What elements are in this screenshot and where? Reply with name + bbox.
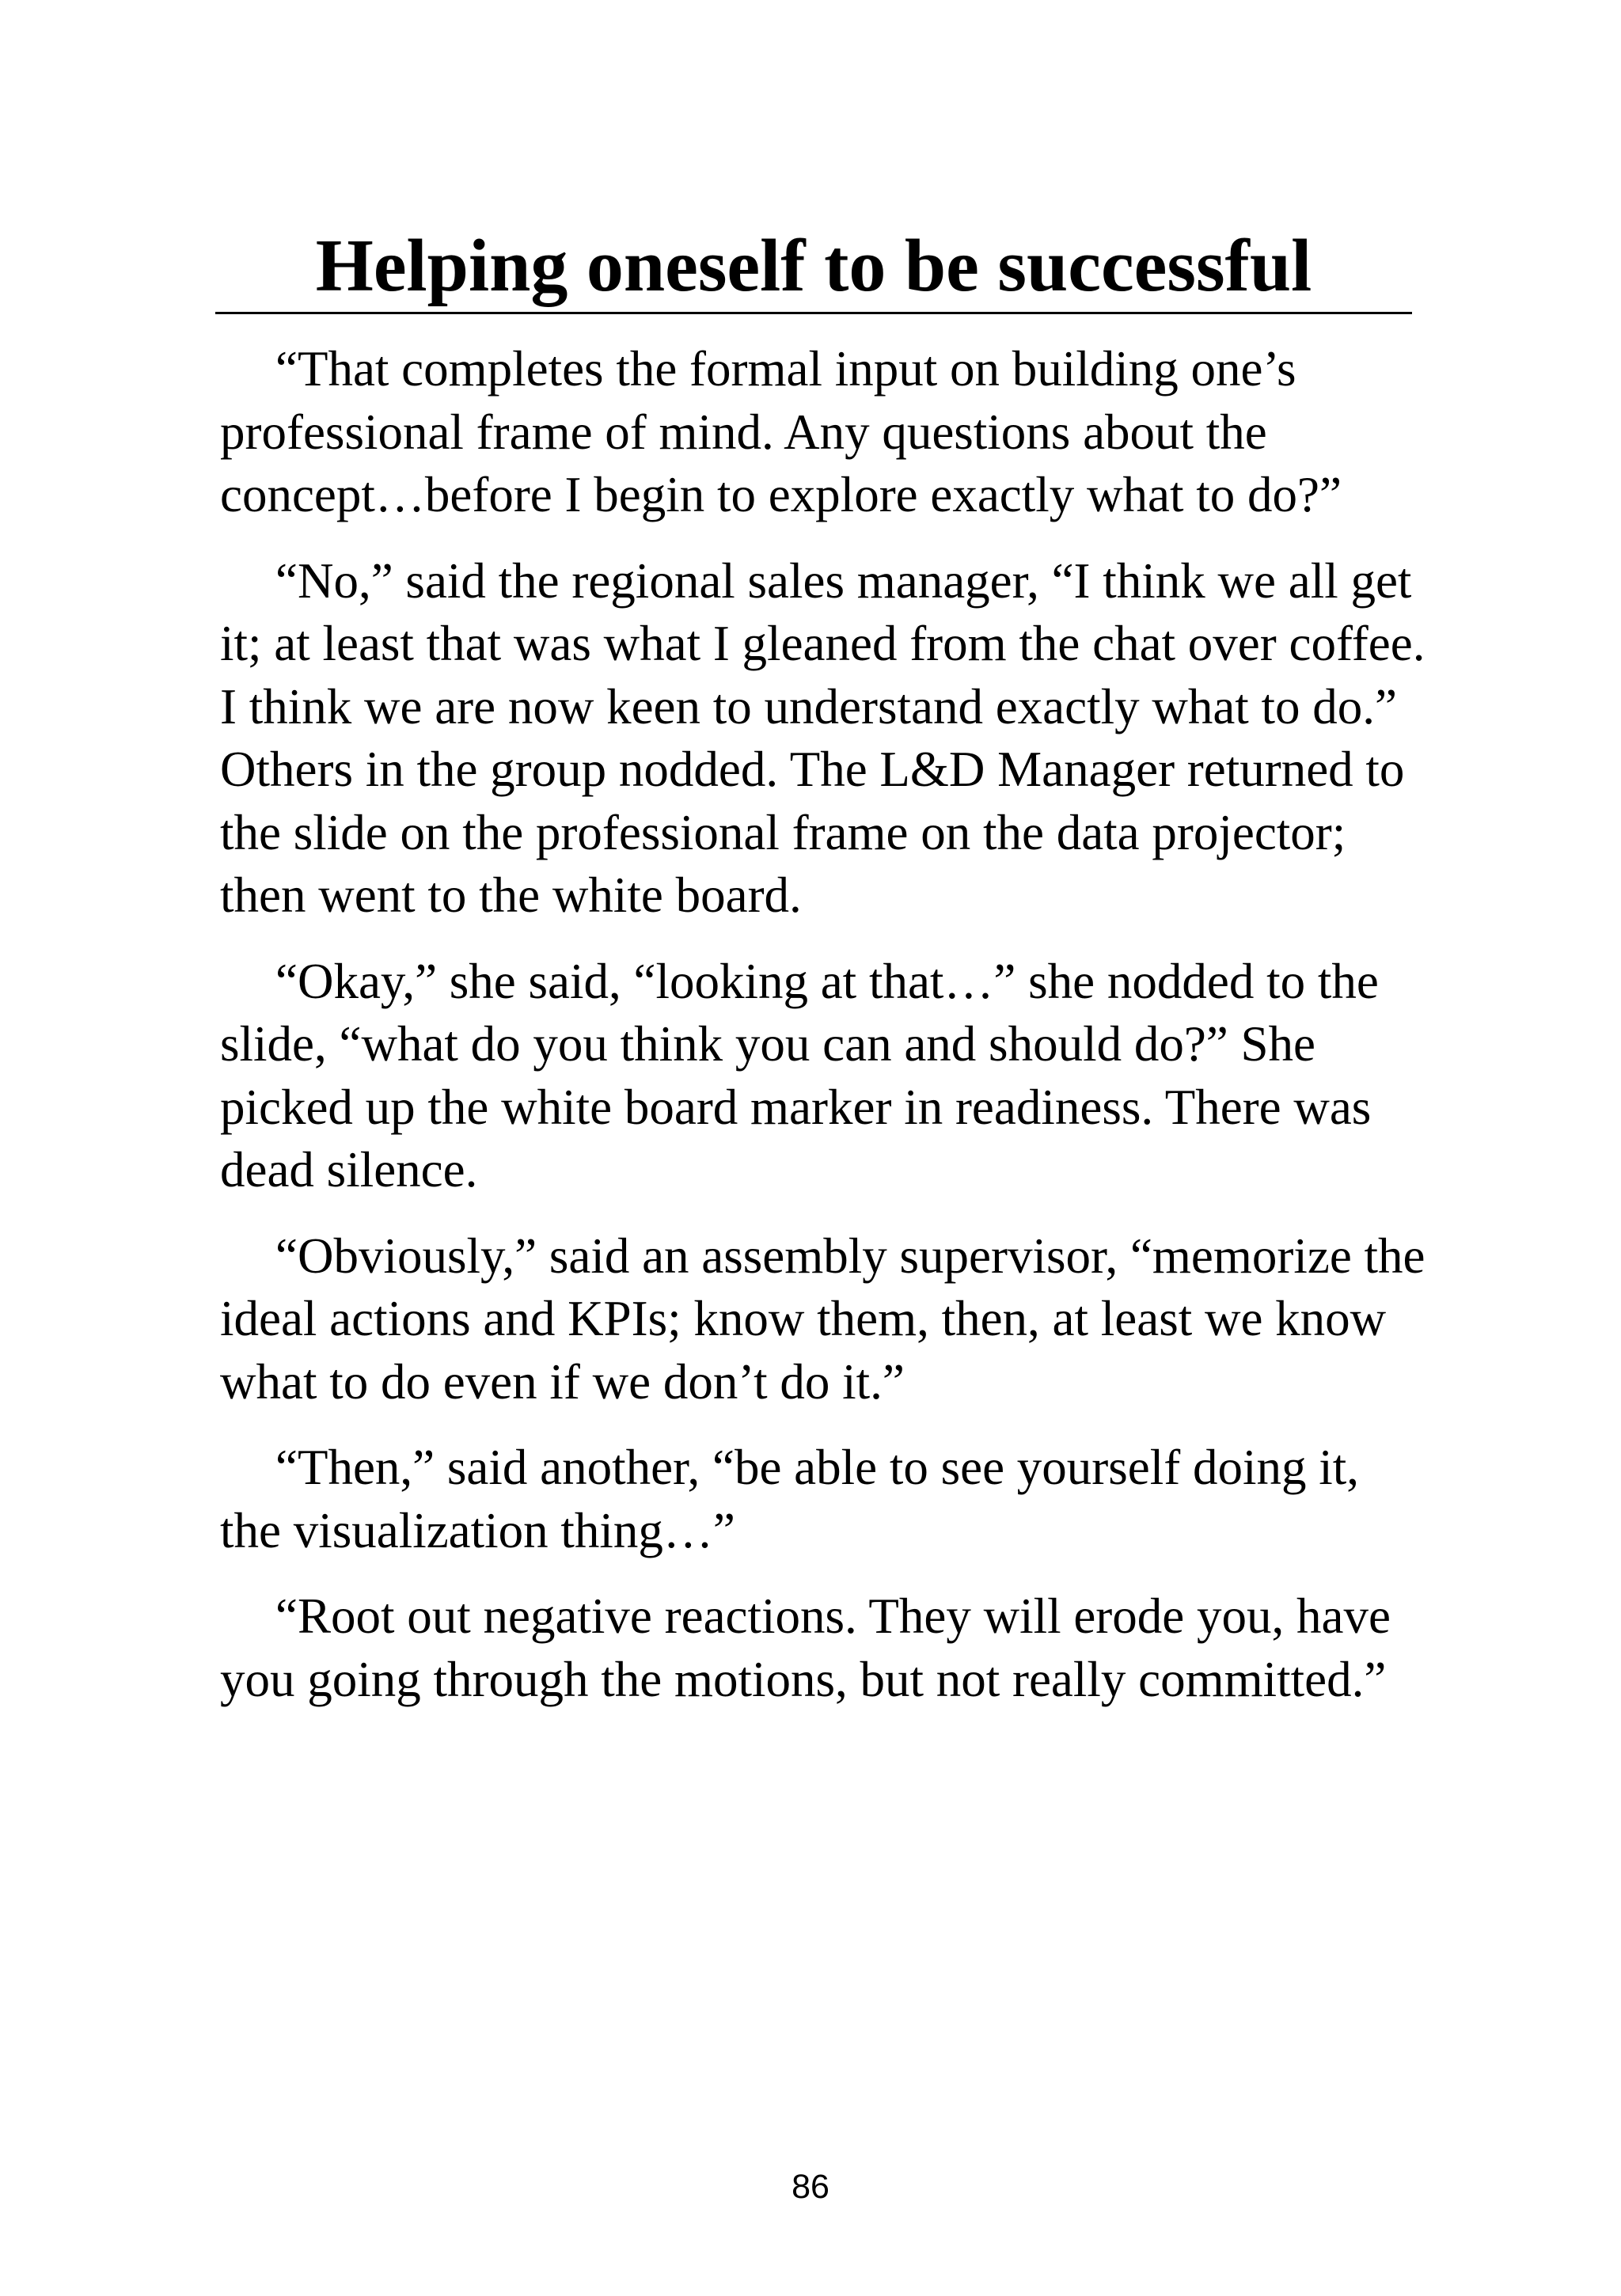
title-underline-rule (215, 312, 1412, 314)
body-text (220, 338, 1431, 1734)
paragraph-3: “Okay,” she said, “looking at that…” she nodded to the slide, “what do you think you can and should do?” She picked up the white board marker in readiness. There was dead silence. (220, 953, 1379, 1197)
paragraph-2: “No,” said the regional sales manager, “I think we all get it; at least that was what I gleaned from the chat over coffee. I think we are now keen to understand exactly what to do.” Others in the group nodded. The L&D Manager returned to the slide on the professional frame on the data projector; then went to the white board. (220, 552, 1425, 923)
chapter-title: Helping oneself to be successful (315, 225, 1312, 307)
paragraph-4: “Obviously,” said an assembly supervisor, “memorize the ideal actions and KPIs; know them, then, at least we know what to do even if we don’t do it.” (220, 1228, 1425, 1410)
page-number: 86 (792, 2168, 829, 2206)
paragraph-1: “That completes the formal input on building one’s professional frame of mind. Any questions about the concept…before I begin to explore exactly what to do?” (220, 341, 1342, 522)
paragraph-5: “Then,” said another, “be able to see yourself doing it, the visualization thing…” (220, 1440, 1359, 1558)
paragraph-6: “Root out negative reactions. They will erode you, have you going through the motions, but not really committed.” (220, 1588, 1391, 1707)
